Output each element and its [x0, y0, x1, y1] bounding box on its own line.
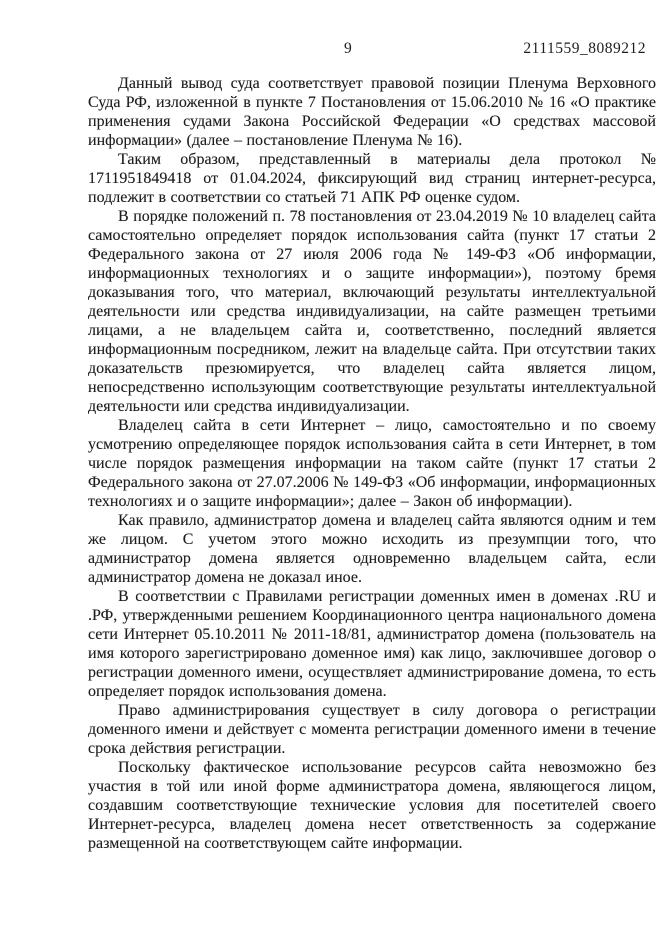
paragraph: Данный вывод суда соответствует правовой позиции Пленума Верховного Суда РФ, изложенной в пункте 7 Постановления от 15.06.2010 № 16 «О практике применения судами Закона Российской Федерации «О средствах массовой информации» (далее – постановление Пленума № 16).	[88, 75, 656, 149]
page-header	[88, 39, 656, 59]
paragraph: Таким образом, представленный в материалы дела протокол № 1711951849418 от 01.04.2024, фиксирующий вид страниц интернет-ресурса, подлежит в соответствии со статьей 71 АПК РФ оценке судом.	[88, 151, 656, 206]
page-number: 9	[344, 40, 352, 57]
paragraph: Как правило, администратор домена и владелец сайта являются одним и тем же лицом. С учетом этого можно исходить из презумпции того, что администратор домена является одновременно владельцем сайта, если администратор домена не доказал иное.	[88, 512, 656, 586]
paragraph: В порядке положений п. 78 постановления от 23.04.2019 № 10 владелец сайта самостоятельно определяет порядок использования сайта (пункт 17 статьи 2 Федерального закона от 27 июля 2006 года № 149-ФЗ «Об информации, информационных технологиях и о защите информации»), поэтому бремя доказывания того, что материал, включающий результаты интеллектуальной деятельности или средства индивидуализации, на сайте размещен третьими лицами, а не владельцем сайта и, соответственно, последний является информационным посредником, лежит на владельце сайта. При отсутствии таких доказательств презюмируется, что владелец сайта является лицом, непосредственно использующим соответствующие результаты интеллектуальной деятельности или средства индивидуализации.	[88, 208, 656, 415]
paragraph: Владелец сайта в сети Интернет – лицо, самостоятельно и по своему усмотрению определяющее порядок использования сайта в сети Интернет, в том числе порядок размещения информации на таком сайте (пункт 17 статьи 2 Федерального закона от 27.07.2006 № 149-ФЗ «Об информации, информационных технологиях и о защите информации»; далее – Закон об информации).	[88, 417, 656, 510]
paragraph: Право администрирования существует в силу договора о регистрации доменного имени и действует с момента регистрации доменного имени в течение срока действия регистрации.	[88, 702, 656, 757]
paragraph: Поскольку фактическое использование ресурсов сайта невозможно без участия в той или иной форме администратора домена, являющегося лицом, создавшим соответствующие технические условия для посетителей своего Интернет-ресурса, владелец домена несет ответственность за содержание размещенной на соответствующем сайте информации.	[88, 759, 656, 852]
document-id: 2111559_8089212	[523, 40, 646, 57]
document-body	[88, 74, 656, 853]
paragraph: В соответствии с Правилами регистрации доменных имен в доменах .RU и .РФ, утвержденными решением Координационного центра национального домена сети Интернет 05.10.2011 № 2011-18/81, администратор домена (пользователь на имя которого зарегистрировано доменное имя) как лицо, заключившее договор о регистрации доменного имени, осуществляет администрирование домена, то есть определяет порядок использования домена.	[88, 588, 656, 700]
